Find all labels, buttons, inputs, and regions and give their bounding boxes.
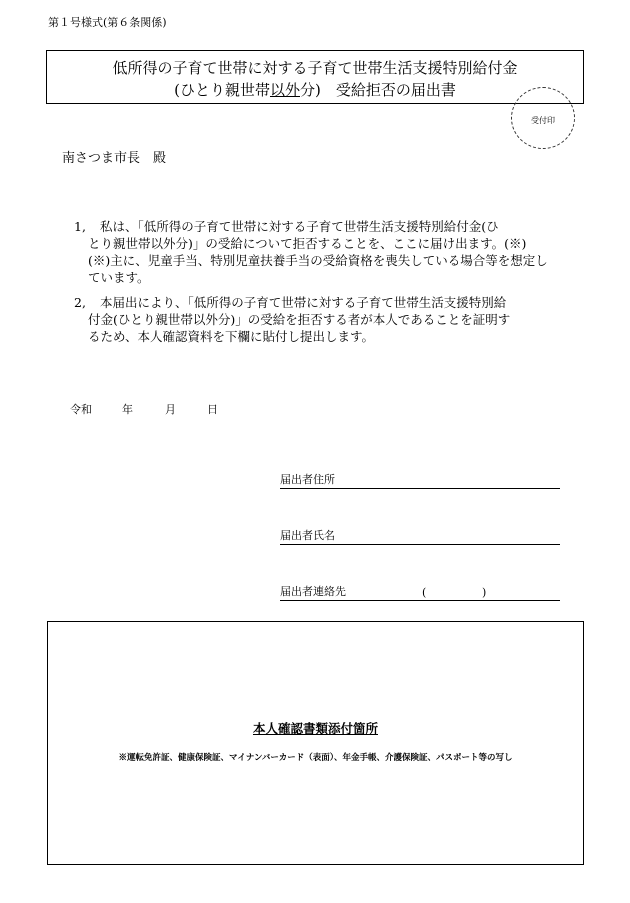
title-suffix: 分) 受給拒否の届出書 xyxy=(300,81,456,99)
item-text-line: るため、本人確認資料を下欄に貼付し提出します。 xyxy=(88,329,375,344)
declaration-item-2 xyxy=(74,294,554,346)
contact-label: 届出者連絡先 xyxy=(280,585,346,598)
address-label: 届出者住所 xyxy=(280,473,335,486)
contact-paren-open: ( xyxy=(422,586,427,599)
form-number: 第１号様式(第６条関係) xyxy=(48,16,167,29)
item-text-line: 付金(ひとり親世帯以外分)」の受給を拒否する者が本人であることを証明す xyxy=(88,312,511,327)
date-year: 年 xyxy=(122,403,133,416)
document-title-line-2 xyxy=(47,79,583,100)
item-text-line: 本届出により、「低所得の子育て世帯に対する子育て世帯生活支援特別給 xyxy=(100,295,507,310)
contact-paren-close: ) xyxy=(482,586,487,599)
item-number: 1, xyxy=(74,219,86,234)
date-month: 月 xyxy=(165,403,176,416)
attachment-note: ※運転免許証、健康保険証、マイナンバーカード（表面）、年金手帳、介護保険証、パスポート等の写し xyxy=(118,753,513,763)
title-underlined-word: 以外 xyxy=(269,81,300,99)
reception-stamp-circle xyxy=(511,87,575,149)
item-text-line: (※)主に、児童手当、特別児童扶養手当の受給資格を喪失している場合等を想定し xyxy=(88,253,548,268)
address-field[interactable] xyxy=(280,472,560,489)
date-era: 令和 xyxy=(70,403,92,416)
declaration-item-1 xyxy=(74,218,554,288)
reception-stamp-label: 受付印 xyxy=(531,116,555,125)
item-text-line: とり親世帯以外分)」の受給について拒否することを、ここに届け出ます。(※) xyxy=(88,236,527,251)
id-document-attachment-area xyxy=(47,621,584,865)
name-field[interactable] xyxy=(280,528,560,545)
date-day: 日 xyxy=(207,403,218,416)
attachment-title: 本人確認書類添付箇所 xyxy=(252,721,378,736)
contact-field[interactable] xyxy=(280,584,560,601)
item-number: 2, xyxy=(74,295,86,310)
item-text-line: 私は、「低所得の子育て世帯に対する子育て世帯生活支援特別給付金(ひ xyxy=(100,219,499,234)
name-label: 届出者氏名 xyxy=(280,529,335,542)
document-title-line-1: 低所得の子育て世帯に対する子育て世帯生活支援特別給付金 xyxy=(112,59,518,77)
item-text-line: ています。 xyxy=(88,270,150,285)
title-prefix: (ひとり親世帯 xyxy=(174,81,270,99)
addressee: 南さつま市長 殿 xyxy=(62,151,167,166)
title-box xyxy=(46,50,584,104)
